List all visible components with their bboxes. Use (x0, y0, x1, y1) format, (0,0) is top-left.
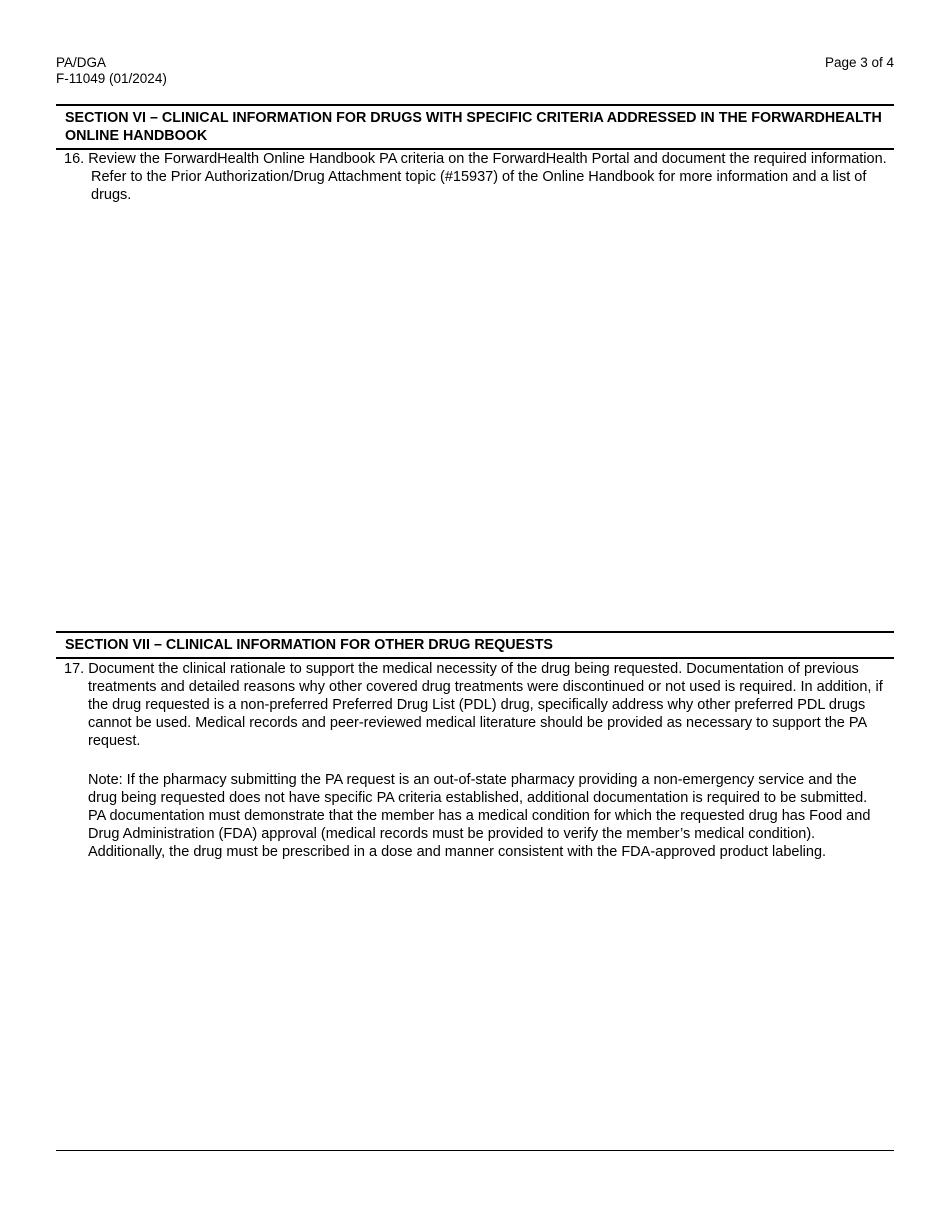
section-vii-title: SECTION VII – CLINICAL INFORMATION FOR OTHER DRUG REQUESTS (65, 637, 553, 653)
item-17-instructions (64, 660, 888, 750)
section-vi-title: SECTION VI – CLINICAL INFORMATION FOR DRUGS WITH SPECIFIC CRITERIA ADDRESSED IN THE FORWARDHEALTH ONLINE HANDBOOK (65, 110, 882, 144)
item-16-text: Review the ForwardHealth Online Handbook PA criteria on the ForwardHealth Portal and document the required information. Refer to the Prior Authorization/Drug Attachment topic (#15937) of the Online Handbook for more information and a list of drugs. (88, 151, 887, 203)
page-number: Page 3 of 4 (824, 55, 894, 70)
form-code: PA/DGA (56, 55, 107, 70)
section-vii-header (56, 631, 894, 659)
item-16-response-area[interactable] (56, 210, 894, 625)
item-17-text: Document the clinical rationale to support the medical necessity of the drug being requested. Documentation of previous treatments and detailed reasons why other covered drug treatments were discontinued or not used is required. In addition, if the drug requested is a non-preferred Preferred Drug List (PDL) drug, specifically address why other preferred PDL drugs cannot be used. Medical records and peer-reviewed medical literature should be provided as necessary to support the PA request. (88, 661, 883, 749)
form-number: F-11049 (01/2024) (56, 71, 167, 86)
item-17-response-area[interactable] (56, 885, 894, 1145)
item-17-number: 17. (64, 661, 85, 677)
section-vi-header (56, 104, 894, 150)
item-16-instructions (64, 150, 888, 204)
form-header-left (56, 55, 167, 87)
item-17-note: Note: If the pharmacy submitting the PA request is an out-of-state pharmacy providing a non-emergency service and the drug being requested does not have specific PA criteria established, additional documentation is required to be submitted. PA documentation must demonstrate that the member has a medical condition for which the requested drug has Food and Drug Administration (FDA) approval (medical records must be provided to verify the member’s medical condition). Additionally, the drug must be prescribed in a dose and manner consistent with the FDA-approved product labeling. (88, 772, 871, 860)
bottom-rule (56, 1150, 894, 1151)
item-16-number: 16. (64, 151, 85, 167)
